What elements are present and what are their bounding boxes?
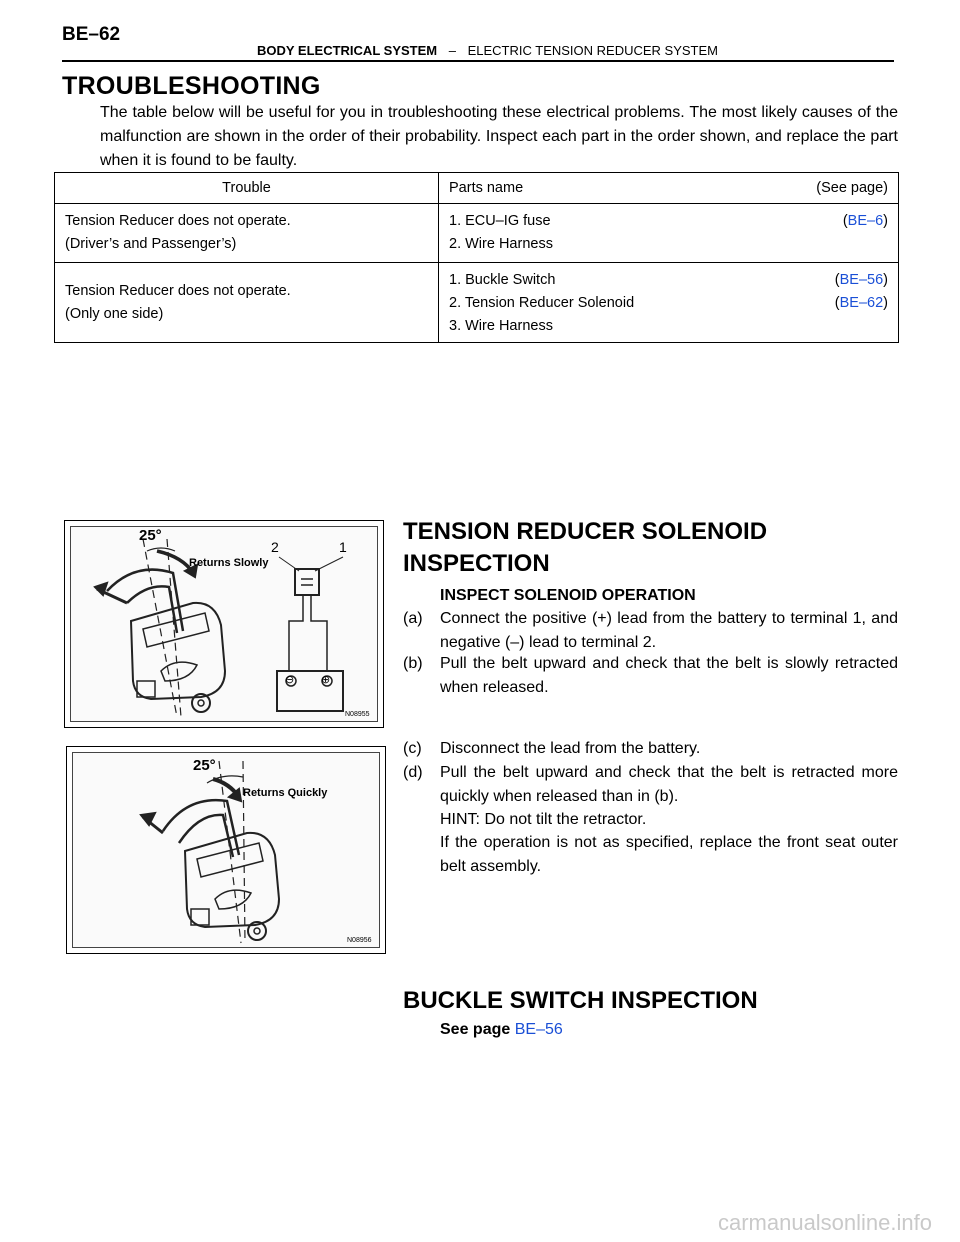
trouble-text: Tension Reducer does not operate. [65,213,291,229]
col-trouble-header: Trouble [55,173,439,204]
see-page-link[interactable]: BE–56 [514,1021,563,1038]
figure-code: N08955 [345,711,370,718]
step-a-text: Connect the positive (+) lead from the battery to terminal 1, and negative (–) lead to terminal 2. [440,610,898,651]
figure-solenoid-quick [66,746,386,954]
step-d [403,761,898,808]
header-separator: – [448,43,456,58]
page-link[interactable]: BE–62 [839,295,884,311]
trouble-subtext: (Only one side) [65,305,164,322]
page-link[interactable]: BE–6 [847,213,884,229]
table-row [55,204,899,263]
part-name: 1. Buckle Switch [449,272,556,288]
part-item [449,269,888,292]
terminal-2-label: 2 [271,539,279,555]
note-text: If the operation is not as specified, replace the front seat outer belt assembly. [440,834,898,875]
minus-terminal-icon: ⊖ [285,674,295,686]
terminal-1-label: 1 [339,539,347,555]
step-b-text: Pull the belt upward and check that the belt is slowly retracted when released. [440,655,898,696]
hint-text: HINT: Do not tilt the retractor. [440,811,647,828]
table-row [55,263,899,343]
part-name: 2. Tension Reducer Solenoid [449,295,635,311]
solenoid-heading-line1: TENSION REDUCER SOLENOID [403,518,768,545]
step-c-label: (c) [403,740,422,757]
part-name: 2. Wire Harness [449,236,553,252]
step-c-text: Disconnect the lead from the battery. [440,740,701,757]
header-subsection: ELECTRIC TENSION REDUCER SYSTEM [467,43,719,58]
returns-slowly-label: Returns Slowly [189,557,269,569]
retractor-diagram-quick [67,747,385,953]
step-a-label: (a) [403,610,423,627]
table-header-row [55,173,899,204]
step-b [403,652,898,699]
trouble-text: Tension Reducer does not operate. [65,282,291,299]
buckle-heading: BUCKLE SWITCH INSPECTION [403,987,758,1014]
col-parts-label: Parts name [449,179,524,196]
troubleshooting-heading: TROUBLESHOOTING [62,72,321,100]
running-header [257,43,718,58]
part-name: 1. ECU–IG fuse [449,213,551,229]
part-page-ref: (BE–56) [834,272,888,288]
trouble-cell [55,263,439,343]
page-link[interactable]: BE–56 [839,272,884,288]
col-parts-header [439,173,899,204]
buckle-see-page [440,1018,563,1042]
part-item [449,315,888,338]
col-page-label: (See page) [816,179,888,196]
step-c [403,737,898,761]
returns-quickly-label: Returns Quickly [243,787,328,799]
header-section: BODY ELECTRICAL SYSTEM [257,43,438,58]
part-page-ref: (BE–6) [842,213,888,229]
angle-label: 25° [139,527,162,544]
trouble-subtext: (Driver’s and Passenger’s) [65,236,237,252]
retractor-diagram-slow [65,521,383,727]
see-page-label: See page [440,1021,511,1038]
part-page-ref: (BE–62) [834,295,888,311]
step-d-text: Pull the belt upward and check that the belt is retracted more quickly when released than in (b). [440,764,898,805]
solenoid-heading-line2: INSPECTION [403,550,550,577]
figure-code: N08956 [347,937,372,944]
solenoid-subheading: INSPECT SOLENOID OPERATION [440,587,696,604]
troubleshooting-table [54,172,899,343]
part-item [449,292,888,315]
parts-cell [439,263,899,343]
watermark: carmanualsonline.info [717,1210,932,1235]
trouble-cell [55,204,439,263]
figure-solenoid-slow [64,520,384,728]
step-a [403,607,898,654]
page-number: BE–62 [62,24,121,45]
part-name: 3. Wire Harness [449,318,553,334]
step-b-label: (b) [403,655,423,672]
part-item [449,233,888,256]
part-item [449,210,888,233]
header-rule [62,60,894,62]
troubleshooting-intro: The table below will be useful for you in troubleshooting these electrical problems. The most likely causes of the malfunction are shown in the order of their probability. Inspect each part in the order shown, and replace the part when it is found to be faulty. [100,104,898,169]
plus-terminal-icon: ⊕ [321,674,331,686]
angle-label: 25° [193,757,216,774]
parts-cell [439,204,899,263]
step-d-label: (d) [403,764,423,781]
